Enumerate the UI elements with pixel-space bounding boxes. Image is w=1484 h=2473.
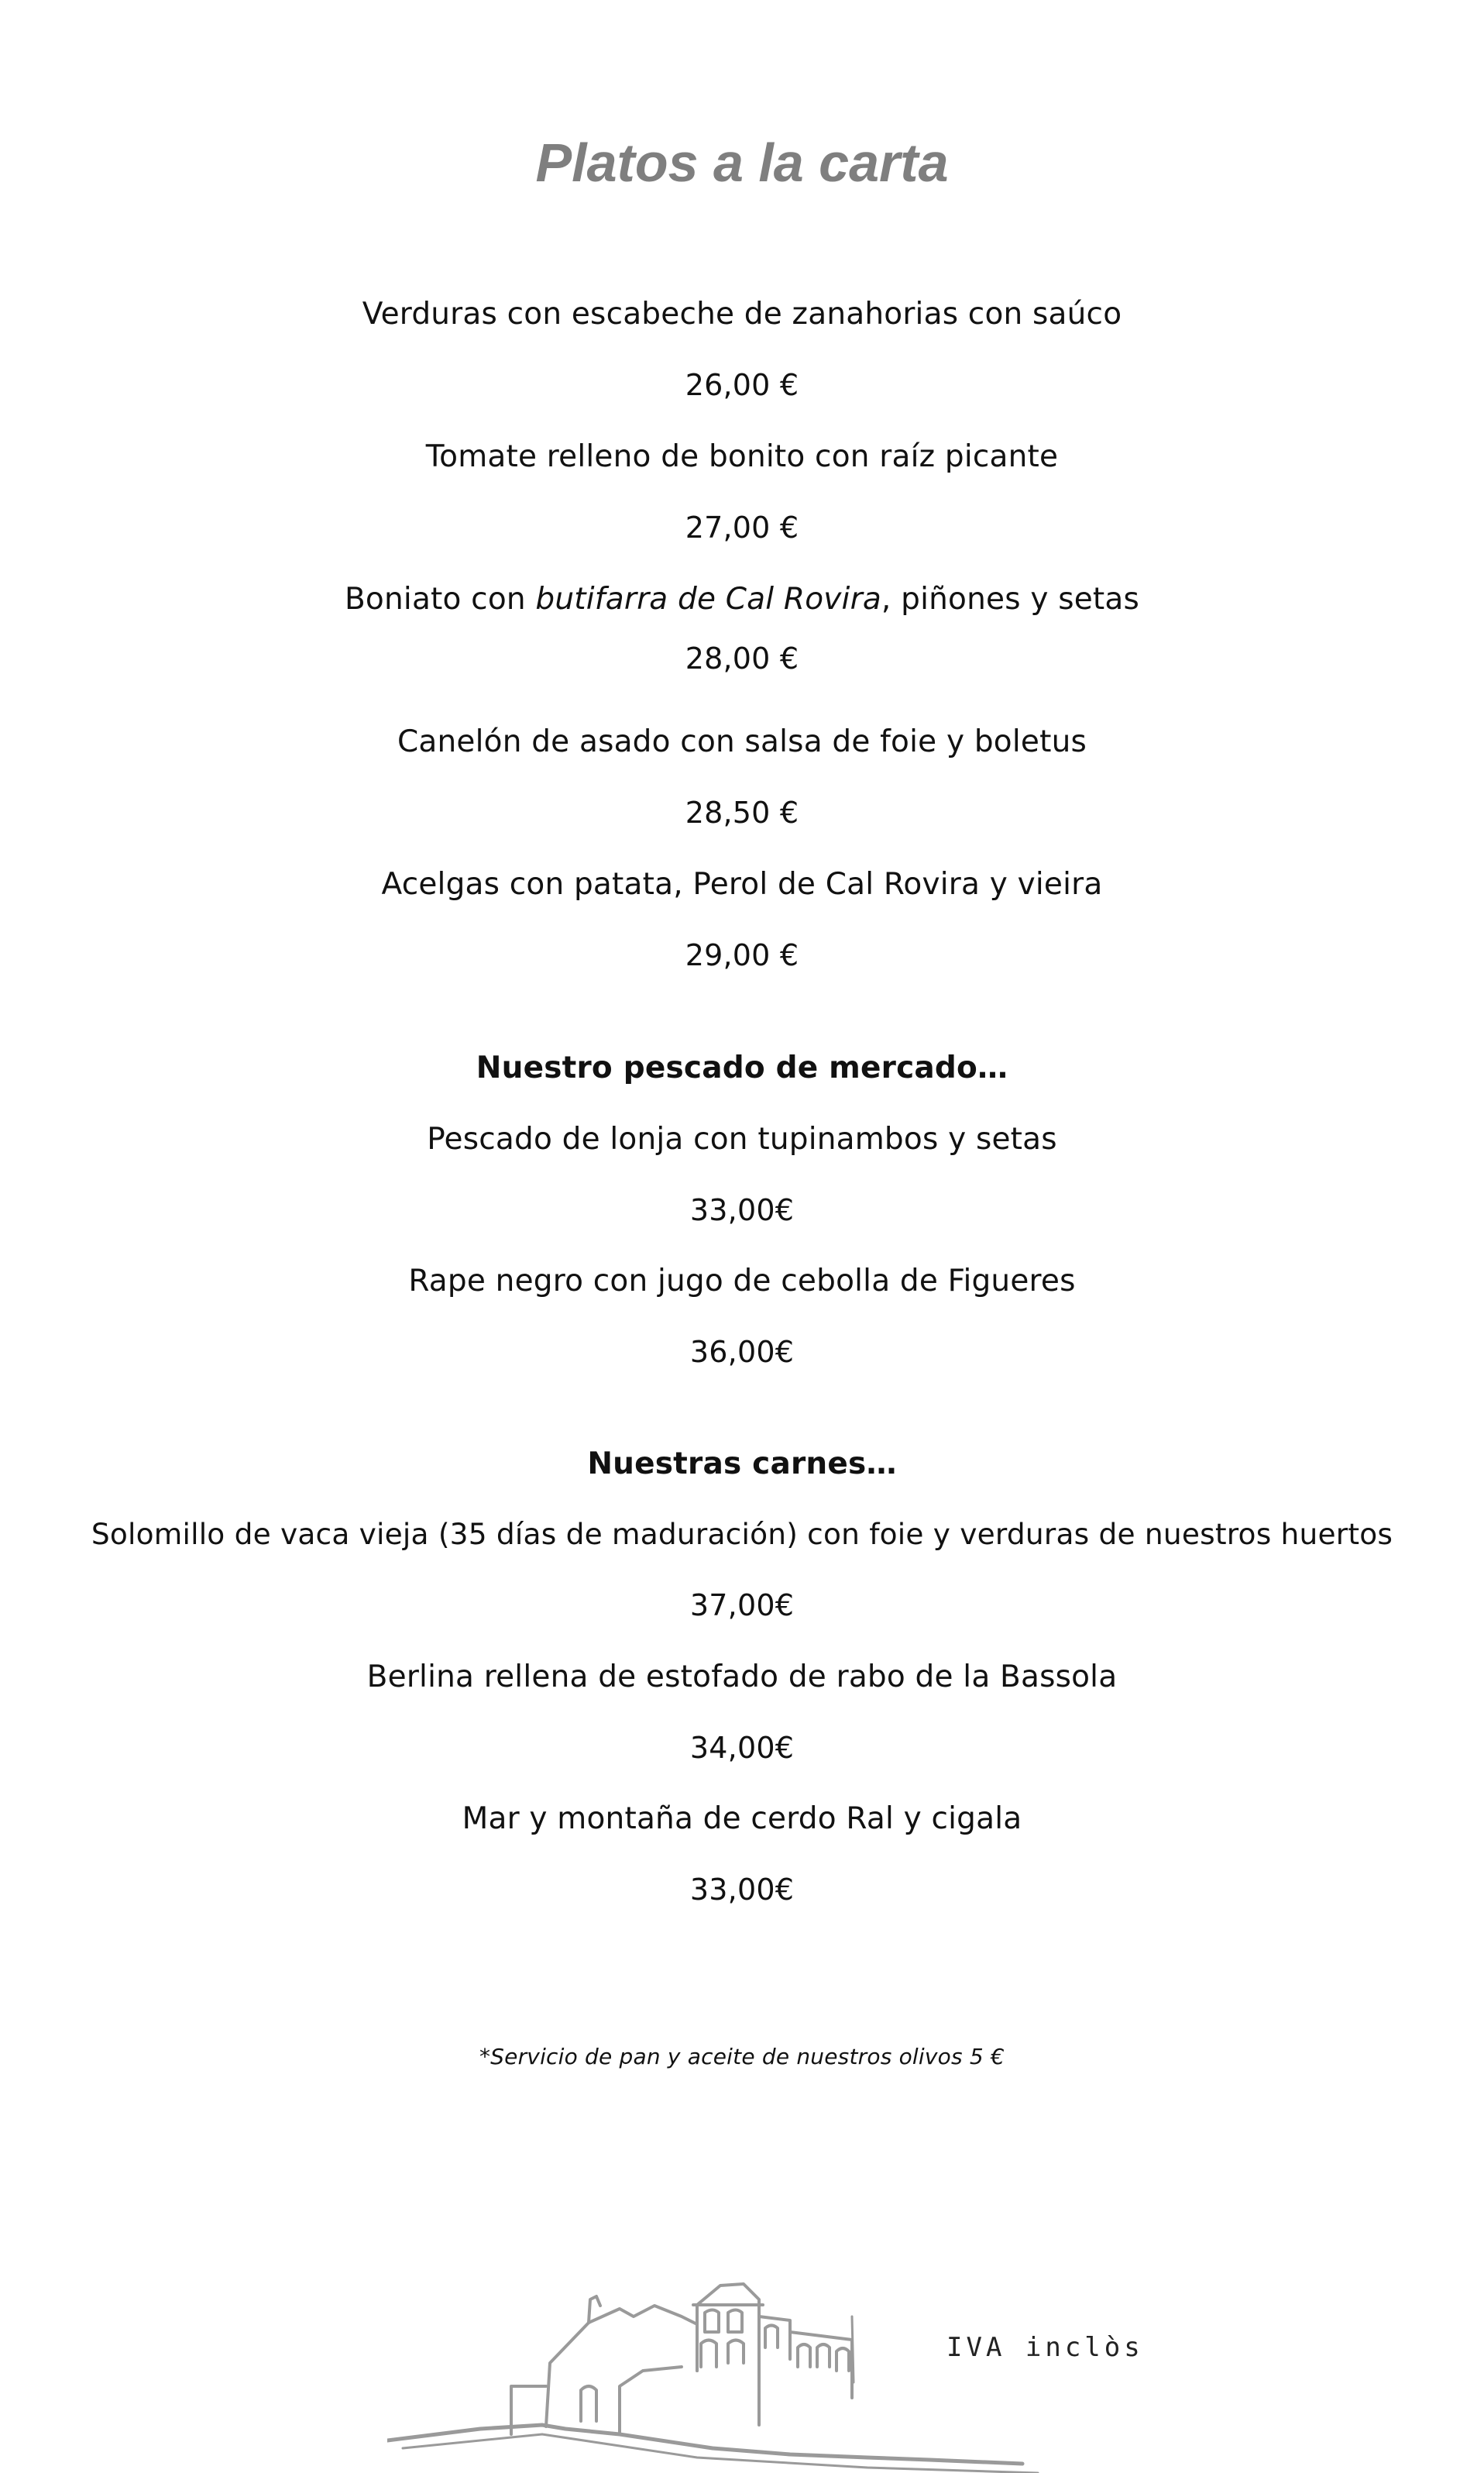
dish-price: 36,00€ [689, 1335, 795, 1369]
dish-price: 34,00€ [689, 1731, 795, 1765]
dish-price: 33,00€ [689, 1873, 795, 1907]
section-heading-fish: Nuestro pescado de mercado… [476, 1051, 1008, 1085]
dish-price: 27,00 € [685, 511, 799, 545]
bread-service-note: *Servicio de pan y aceite de nuestros olivos 5 € [479, 2044, 1005, 2069]
dish-name-emphasis: butifarra de Cal Rovira [535, 582, 881, 617]
dish-name: Rape negro con jugo de cebolla de Figueres [408, 1264, 1076, 1298]
dish-price: 28,50 € [685, 796, 799, 830]
dish-name: Canelón de asado con salsa de foie y boletus [397, 724, 1087, 759]
dish-name: Mar y montaña de cerdo Ral y cigala [462, 1801, 1022, 1836]
dish-name-part: , piñones y setas [881, 582, 1140, 617]
dish-name-part: Boniato con [344, 582, 536, 617]
dish-price: 29,00 € [685, 938, 799, 972]
dish-name [0, 582, 1484, 617]
dish-price: 26,00 € [685, 368, 799, 402]
dish-price: 28,00 € [685, 641, 799, 676]
section-heading-meat: Nuestras carnes… [587, 1446, 897, 1481]
page-title: Platos a la carta [535, 132, 949, 193]
dish-name: Solomillo de vaca vieja (35 días de maduración) con foie y verduras de nuestros huertos [91, 1517, 1393, 1551]
dish-name: Berlina rellena de estofado de rabo de la Bassola [366, 1660, 1118, 1694]
dish-name: Pescado de lonja con tupinambos y setas [427, 1122, 1057, 1157]
iva-included-label: IVA inclòs [946, 2332, 1144, 2363]
dish-price: 33,00€ [689, 1193, 795, 1227]
dish-name: Verduras con escabeche de zanahorias con saúco [362, 297, 1122, 332]
dish-price: 37,00€ [689, 1588, 795, 1622]
dish-name: Tomate relleno de bonito con raíz picante [425, 439, 1059, 474]
dish-name: Acelgas con patata, Perol de Cal Rovira y vieira [381, 867, 1103, 902]
